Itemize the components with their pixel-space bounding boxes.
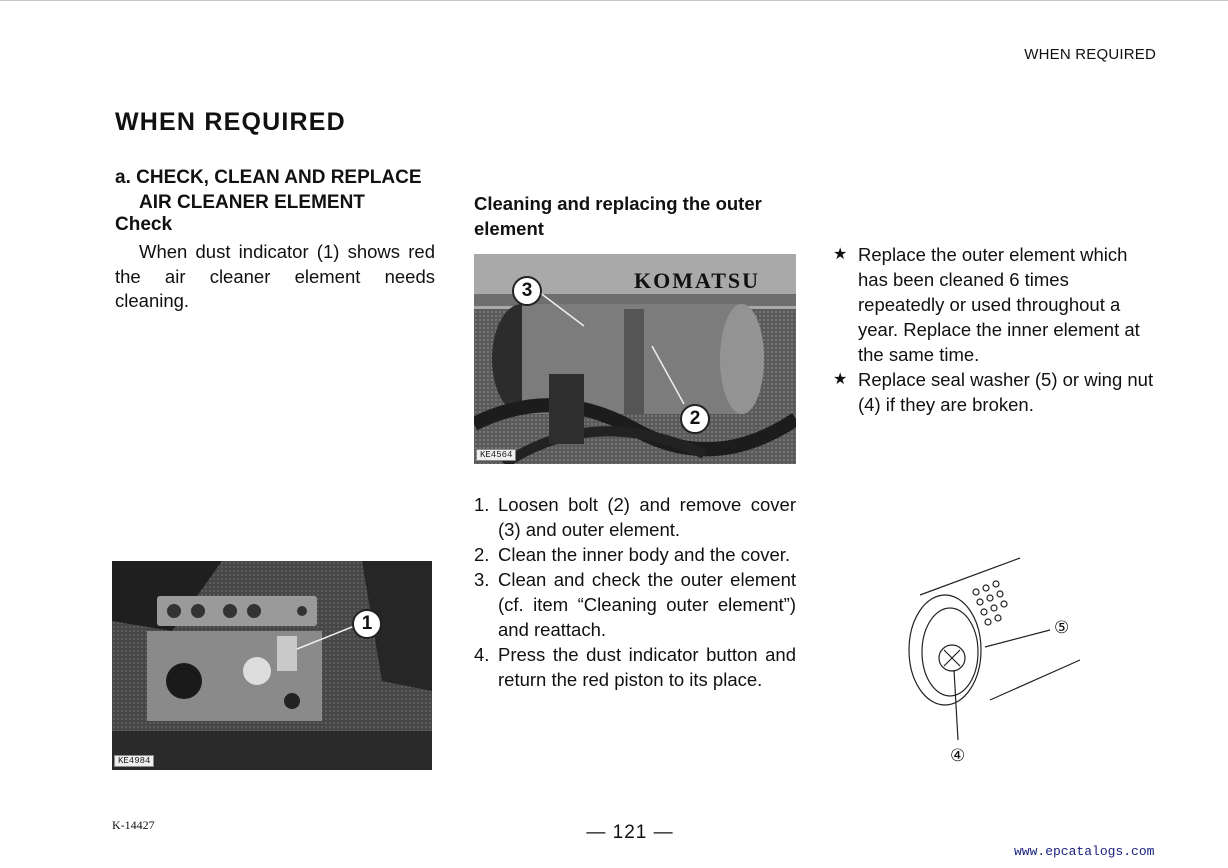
subsection-title-line2: AIR CLEANER ELEMENT: [139, 192, 365, 213]
element-diagram-art: [880, 550, 1100, 770]
air-cleaner-photo: [474, 254, 796, 464]
step-text: Press the dust indicator button and return the red piston to its place.: [498, 644, 796, 690]
step-item: [474, 642, 796, 692]
dust-indicator-photo-art: [112, 561, 432, 770]
star-icon: ★: [833, 371, 848, 388]
star-icon: ★: [833, 246, 848, 263]
steps-list: [474, 492, 796, 692]
dust-indicator-photo: [112, 561, 432, 770]
note-text: Replace the outer element which has been cleaned 6 times repeatedly or used throughout a year. Replace the inner element at the same time.: [858, 244, 1140, 365]
section-title: WHEN REQUIRED: [115, 108, 346, 136]
label-nut: ④: [950, 746, 966, 765]
step-number: 4.: [474, 644, 490, 665]
step-number: 2.: [474, 544, 490, 565]
note-text: Replace seal washer (5) or wing nut (4) if they are broken.: [858, 369, 1154, 415]
check-heading: Check: [115, 214, 173, 235]
callout-3: 3: [512, 276, 542, 306]
step-item: [474, 492, 796, 542]
callout-2: 2: [680, 404, 710, 434]
step-item: [474, 567, 796, 642]
callout-1: 1: [352, 609, 382, 639]
step-number: 1.: [474, 494, 490, 515]
subsection-title: [115, 165, 445, 215]
running-head: WHEN REQUIRED: [1024, 46, 1156, 63]
document-number: K-14427: [112, 818, 155, 832]
step-number: 3.: [474, 569, 490, 590]
notes-list: [833, 242, 1155, 417]
step-text: Clean and check the outer element (cf. item “Cleaning outer element”) and reattach.: [498, 569, 796, 640]
check-text-rest: red the air cleaner element needs cleaning.: [115, 241, 435, 312]
note-item: [833, 367, 1155, 417]
check-text-first: When dust indicator (1) shows: [139, 241, 401, 262]
step-item: [474, 542, 796, 567]
photo-label: KE4564: [476, 449, 516, 461]
komatsu-brand-text: KOMATSU: [634, 268, 761, 293]
step-text: Loosen bolt (2) and remove cover (3) and outer element.: [498, 494, 796, 540]
top-border: [0, 0, 1228, 1]
cleaning-heading: Cleaning and replacing the outer element: [474, 193, 762, 239]
label-washer: ⑤: [1054, 618, 1070, 637]
subsection-title-line1: a. CHECK, CLEAN AND REPLACE: [115, 167, 422, 188]
source-watermark: www.epcatalogs.com: [1014, 844, 1155, 859]
note-item: [833, 242, 1155, 367]
element-diagram: [880, 550, 1100, 770]
check-paragraph: [115, 240, 435, 314]
step-text: Clean the inner body and the cover.: [498, 544, 791, 565]
photo-label: KE4984: [114, 755, 154, 767]
page-number: — 121 —: [586, 822, 674, 843]
